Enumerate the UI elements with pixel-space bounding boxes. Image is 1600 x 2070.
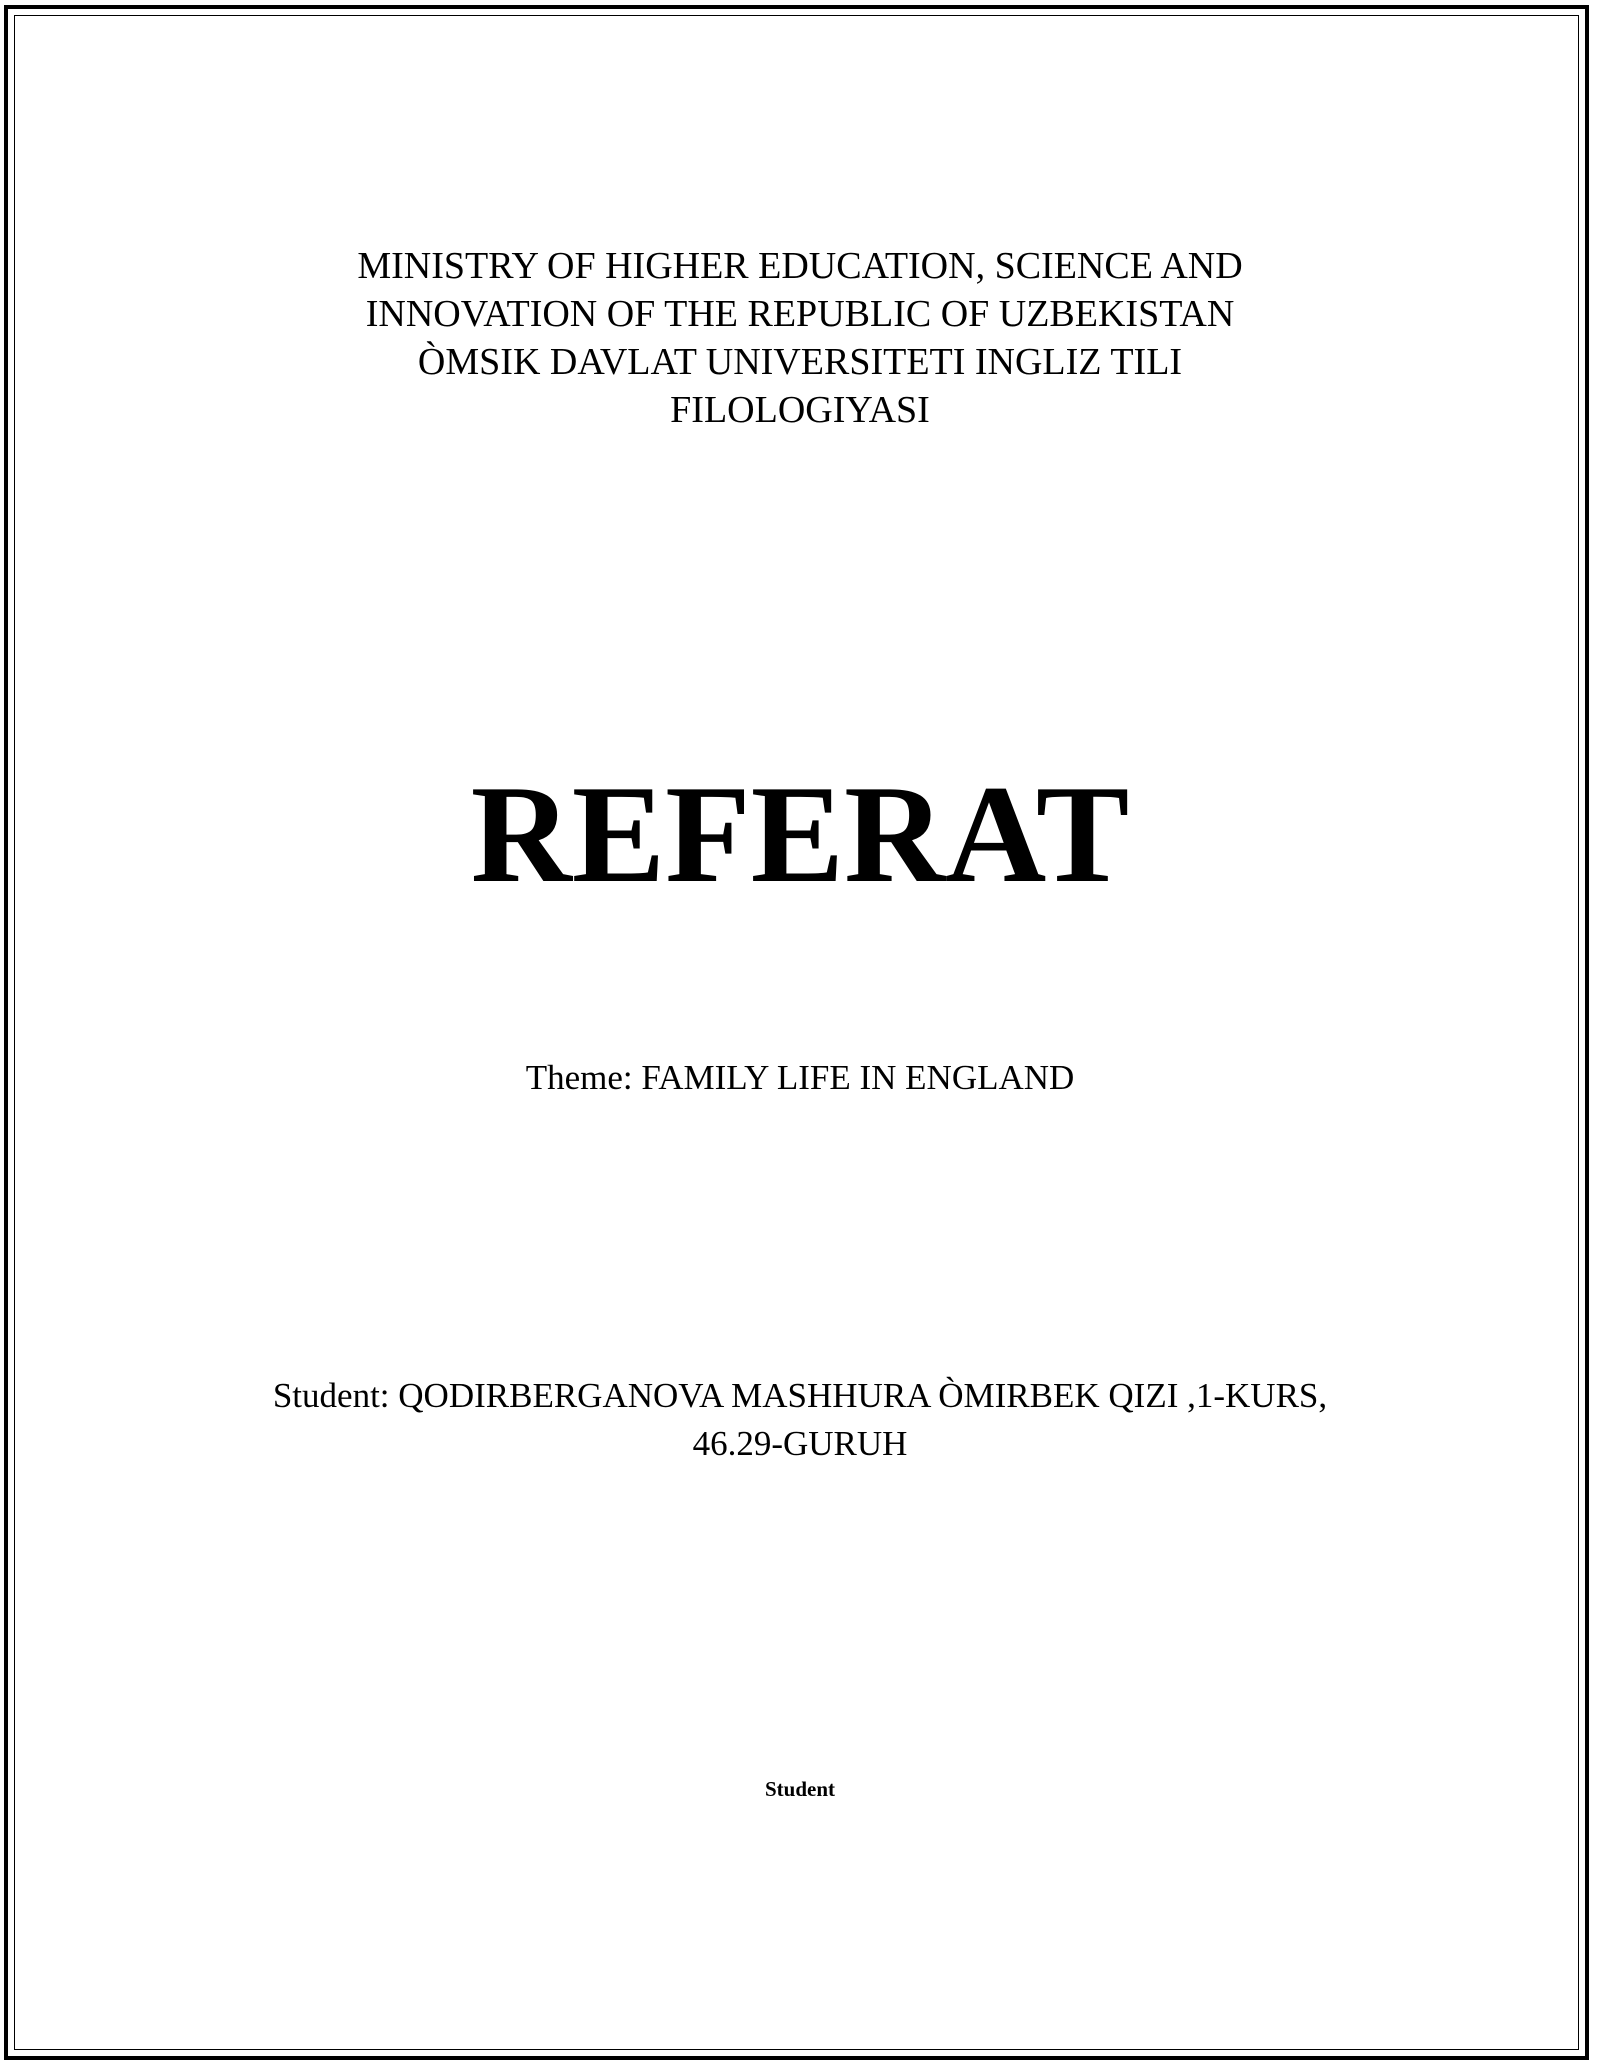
document-title: REFERAT (470, 757, 1130, 912)
student-info (0, 1372, 1600, 1468)
ministry-line-2: INNOVATION OF THE REPUBLIC OF UZBEKISTAN (365, 293, 1235, 335)
ministry-line-3: ÒMSIK DAVLAT UNIVERSITETI INGLIZ TILI (417, 341, 1183, 383)
student-footer-label: Student (764, 1777, 836, 1801)
ministry-line-4: FILOLOGIYASI (670, 389, 930, 431)
student-info-line-2: 46.29-GURUH (692, 1424, 908, 1463)
ministry-header (0, 242, 1600, 434)
student-info-line-1: Student: QODIRBERGANOVA MASHHURA ÒMIRBEK QIZI ,1-KURS, (272, 1376, 1328, 1415)
theme-line: Theme: FAMILY LIFE IN ENGLAND (525, 1058, 1075, 1097)
ministry-line-1: MINISTRY OF HIGHER EDUCATION, SCIENCE AND (357, 245, 1243, 287)
